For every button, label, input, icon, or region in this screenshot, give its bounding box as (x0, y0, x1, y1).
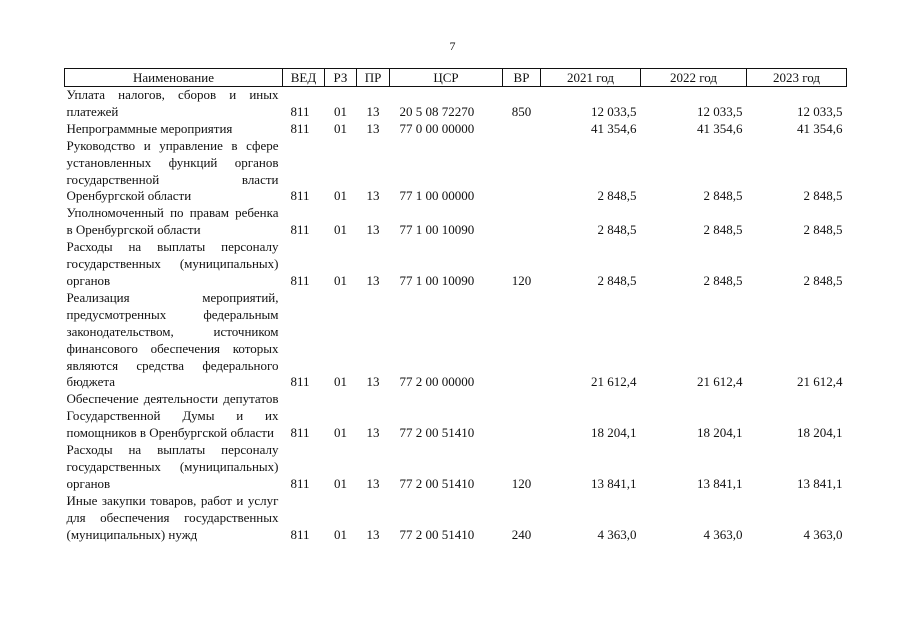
row-2022: 2 848,5 (703, 222, 743, 238)
row-2022: 18 204,1 (697, 425, 743, 441)
row-pr: 13 (366, 120, 380, 136)
table-row (65, 87, 847, 121)
header-rz: РЗ (325, 69, 357, 87)
row-2022: 13 841,1 (697, 475, 743, 491)
table-row (65, 121, 847, 138)
header-vr: ВР (503, 69, 541, 87)
budget-table (64, 68, 847, 543)
row-pr: 13 (366, 475, 380, 491)
row-pr: 13 (366, 222, 380, 238)
row-rz: 01 (334, 120, 347, 136)
row-2021: 18 204,1 (591, 425, 637, 441)
row-vr (503, 205, 541, 239)
row-2023: 2 848,5 (803, 188, 843, 204)
row-2023: 12 033,5 (797, 103, 843, 119)
header-csr: ЦСР (390, 69, 503, 87)
row-2022: 41 354,6 (697, 120, 743, 136)
header-name: Наименование (65, 69, 283, 87)
row-2023: 18 204,1 (797, 425, 843, 441)
row-pr: 13 (366, 374, 380, 390)
row-rz: 01 (334, 222, 347, 238)
row-2021: 41 354,6 (591, 120, 637, 136)
row-rz: 01 (334, 272, 347, 288)
row-2021: 12 033,5 (591, 103, 637, 119)
row-2023: 13 841,1 (797, 475, 843, 491)
row-pr: 13 (366, 188, 380, 204)
row-pr: 13 (366, 526, 380, 542)
row-2021: 4 363,0 (597, 526, 637, 542)
row-ved: 811 (290, 526, 310, 542)
row-2023: 2 848,5 (803, 272, 843, 288)
row-name: Уполномоченный по правам ребенка в Оренбургской области (66, 205, 279, 238)
row-2021: 2 848,5 (597, 188, 637, 204)
row-2021: 2 848,5 (597, 222, 637, 238)
row-name: Обеспечение деятельности депутатов Государственной Думы и их помощников в Оренбургской области (66, 391, 279, 441)
row-ved: 811 (290, 103, 310, 119)
row-rz: 01 (334, 374, 347, 390)
row-vr (503, 391, 541, 442)
row-name: Уплата налогов, сборов и иных платежей (66, 87, 279, 119)
row-name: Расходы на выплаты персоналу государственных (муниципальных) органов (66, 442, 279, 491)
row-csr: 77 0 00 00000 (399, 120, 475, 136)
row-2022: 2 848,5 (703, 188, 743, 204)
row-csr: 77 1 00 10090 (399, 272, 475, 288)
row-name: Иные закупки товаров, работ и услуг для обеспечения государственных (муниципальных) нужд (66, 492, 279, 542)
row-name: Непрограммные мероприятия (66, 120, 233, 136)
row-vr (503, 121, 541, 138)
page-number: 7 (449, 39, 456, 53)
row-ved: 811 (290, 188, 310, 204)
row-name: Реализация мероприятий, предусмотренных федеральным законодательством, источником финансового обеспечения которых являются средства федерального бюджета (66, 289, 279, 390)
row-csr: 20 5 08 72270 (399, 103, 475, 119)
row-csr: 77 2 00 51410 (399, 526, 475, 542)
header-pr: ПР (357, 69, 390, 87)
row-2022: 12 033,5 (697, 103, 743, 119)
row-vr (503, 138, 541, 206)
row-ved: 811 (290, 425, 310, 441)
table-row (65, 290, 847, 391)
row-csr: 77 2 00 51410 (399, 425, 475, 441)
row-vr: 240 (511, 526, 532, 542)
row-2022: 2 848,5 (703, 272, 743, 288)
row-ved: 811 (290, 475, 310, 491)
row-csr: 77 1 00 10090 (399, 222, 475, 238)
row-2021: 13 841,1 (591, 475, 637, 491)
table-row (65, 205, 847, 239)
row-2023: 21 612,4 (797, 374, 843, 390)
row-rz: 01 (334, 103, 347, 119)
header-2021: 2021 год (541, 69, 641, 87)
row-2022: 21 612,4 (697, 374, 743, 390)
row-ved: 811 (290, 272, 310, 288)
row-name: Руководство и управление в сфере установленных функций органов государственной власти Оренбургской области (66, 137, 279, 204)
table-row (65, 493, 847, 544)
row-2023: 4 363,0 (803, 526, 843, 542)
row-vr: 850 (511, 103, 532, 119)
row-2023: 2 848,5 (803, 222, 843, 238)
header-2022: 2022 год (641, 69, 747, 87)
row-2021: 21 612,4 (591, 374, 637, 390)
row-2022: 4 363,0 (703, 526, 743, 542)
row-ved: 811 (290, 222, 310, 238)
row-csr: 77 2 00 00000 (399, 374, 475, 390)
row-vr: 120 (511, 272, 532, 288)
row-rz: 01 (334, 425, 347, 441)
row-vr (503, 290, 541, 391)
row-vr: 120 (511, 475, 532, 491)
table-row (65, 239, 847, 290)
table-row (65, 391, 847, 442)
row-rz: 01 (334, 188, 347, 204)
table-header-row (65, 69, 847, 87)
row-pr: 13 (366, 272, 380, 288)
row-2021: 2 848,5 (597, 272, 637, 288)
row-2023: 41 354,6 (797, 120, 843, 136)
header-2023: 2023 год (747, 69, 847, 87)
row-csr: 77 1 00 00000 (399, 188, 475, 204)
row-csr: 77 2 00 51410 (399, 475, 475, 491)
row-ved: 811 (290, 120, 310, 136)
header-ved: ВЕД (283, 69, 325, 87)
row-pr: 13 (366, 103, 380, 119)
table-row (65, 442, 847, 493)
table-row (65, 138, 847, 206)
row-rz: 01 (334, 475, 347, 491)
row-pr: 13 (366, 425, 380, 441)
row-name: Расходы на выплаты персоналу государственных (муниципальных) органов (66, 239, 279, 288)
row-ved: 811 (290, 374, 310, 390)
row-rz: 01 (334, 526, 347, 542)
